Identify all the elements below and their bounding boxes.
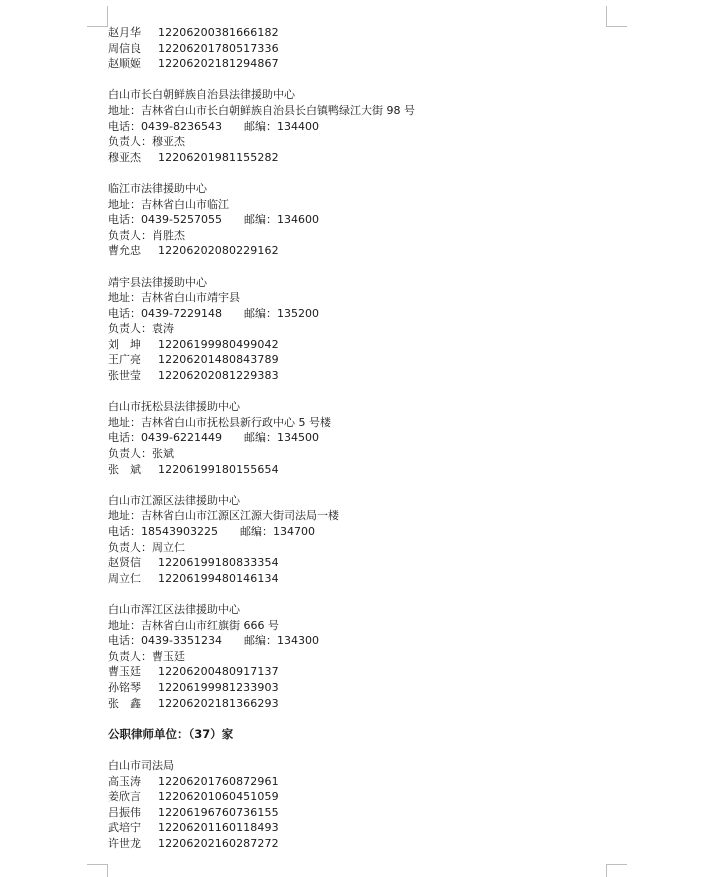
- center-head: 负责人：张斌: [108, 447, 174, 461]
- person-license: 12206201060451059: [158, 790, 279, 804]
- unit-block: [108, 758, 598, 852]
- person-license: 12206202160287272: [158, 836, 279, 850]
- person-name: 穆亚杰: [108, 150, 141, 164]
- person-name: 刘 坤: [108, 337, 141, 351]
- center-postcode: 邮编：134700: [239, 525, 315, 538]
- center-postcode: 邮编：134500: [243, 431, 319, 445]
- center-phone: 电话：0439-5257055: [108, 213, 222, 227]
- person-license: 12206196760736155: [158, 805, 279, 819]
- person-license: 12206201981155282: [158, 150, 279, 164]
- person-license: 12206199180833354: [158, 556, 279, 570]
- list-item: [108, 696, 598, 712]
- center-address: 地址：吉林省白山市靖宇县: [108, 291, 240, 305]
- list-item: [108, 836, 598, 852]
- center-postcode: 邮编：135200: [243, 306, 319, 320]
- person-name: 张世莹: [108, 369, 141, 383]
- person-license: 12206200480917137: [158, 665, 279, 679]
- person-license: 12206200381666182: [158, 26, 279, 39]
- person-name: 吕振伟: [108, 805, 141, 819]
- list-item: [108, 150, 598, 166]
- person-name: 高玉涛: [108, 774, 141, 788]
- center-phone: 电话：18543903225: [108, 525, 218, 538]
- person-name: 姜欣言: [108, 790, 141, 804]
- center-name: 白山市浑江区法律援助中心: [108, 602, 240, 616]
- person-license: 12206201760872961: [158, 774, 279, 788]
- unit-name: 白山市司法局: [108, 758, 174, 772]
- person-license: 12206199980499042: [158, 337, 279, 351]
- center-name: 临江市法律援助中心: [108, 181, 207, 195]
- center-address: 地址：吉林省白山市长白朝鲜族自治县长白镇鸭绿江大街 98 号: [108, 103, 415, 117]
- crop-mark-top-left: [87, 6, 108, 27]
- person-license: 12206199981233903: [158, 680, 279, 694]
- list-item: [108, 337, 598, 353]
- center-contact: [108, 306, 598, 322]
- center-contact: [108, 633, 598, 649]
- list-item: [108, 774, 598, 790]
- center-postcode: 邮编：134600: [243, 213, 319, 227]
- crop-mark-bottom-right: [606, 864, 627, 877]
- list-item: [108, 352, 598, 368]
- section-heading: 公职律师单位：（37）家: [108, 726, 234, 741]
- person-license: 12206202181366293: [158, 696, 279, 710]
- crop-mark-top-right: [606, 6, 627, 27]
- center-phone: 电话：0439-3351234: [108, 634, 222, 648]
- list-item: [108, 820, 598, 836]
- person-license: 12206199480146134: [158, 571, 279, 585]
- person-name: 周信良: [108, 41, 141, 55]
- center-block: [108, 602, 598, 711]
- center-block: [108, 87, 598, 165]
- person-name: 许世龙: [108, 836, 141, 850]
- list-item: [108, 368, 598, 384]
- center-phone: 电话：0439-8236543: [108, 119, 222, 133]
- center-head: 负责人：曹玉廷: [108, 649, 185, 663]
- lead-people-list: [108, 25, 598, 72]
- center-block: [108, 275, 598, 384]
- center-name: 白山市抚松县法律援助中心: [108, 400, 240, 414]
- center-name: 靖宇县法律援助中心: [108, 275, 207, 289]
- center-phone: 电话：0439-6221449: [108, 431, 222, 445]
- center-postcode: 邮编：134400: [243, 119, 319, 133]
- person-name: 赵贤信: [108, 556, 141, 570]
- person-name: 武培宁: [108, 821, 141, 835]
- center-head: 负责人：袁涛: [108, 322, 174, 336]
- center-contact: [108, 430, 598, 446]
- center-head: 负责人：肖胜杰: [108, 228, 185, 242]
- center-address: 地址：吉林省白山市江源区江源大街司法局一楼: [108, 509, 339, 523]
- list-item: [108, 41, 598, 57]
- center-postcode: 邮编：134300: [243, 634, 319, 648]
- person-name: 曹玉廷: [108, 665, 141, 679]
- center-name: 白山市江源区法律援助中心: [108, 493, 240, 507]
- person-license: 12206201780517336: [158, 41, 279, 55]
- person-name: 王广亮: [108, 353, 141, 367]
- person-license: 12206199180155654: [158, 462, 279, 476]
- center-address: 地址：吉林省白山市抚松县新行政中心 5 号楼: [108, 415, 331, 429]
- list-item: [108, 56, 598, 72]
- list-item: [108, 462, 598, 478]
- center-contact: [108, 524, 598, 540]
- center-address: 地址：吉林省白山市红旗街 666 号: [108, 618, 279, 632]
- center-contact: [108, 119, 598, 135]
- document-body: [108, 25, 598, 851]
- center-block: [108, 399, 598, 477]
- list-item: [108, 571, 598, 587]
- list-item: [108, 243, 598, 259]
- person-license: 12206202081229383: [158, 369, 279, 383]
- center-phone: 电话：0439-7229148: [108, 306, 222, 320]
- person-name: 孙铭琴: [108, 680, 141, 694]
- center-contact: [108, 212, 598, 228]
- person-license: 12206202181294867: [158, 57, 279, 71]
- person-name: 赵月华: [108, 26, 141, 39]
- list-item: [108, 805, 598, 821]
- person-license: 12206201160118493: [158, 821, 279, 835]
- person-name: 张 斌: [108, 462, 141, 476]
- center-head: 负责人：周立仁: [108, 540, 185, 554]
- list-item: [108, 680, 598, 696]
- person-name: 张 鑫: [108, 696, 141, 710]
- list-item: [108, 664, 598, 680]
- list-item: [108, 25, 598, 41]
- center-block: [108, 493, 598, 587]
- list-item: [108, 555, 598, 571]
- center-block: [108, 181, 598, 259]
- center-head: 负责人：穆亚杰: [108, 135, 185, 149]
- crop-mark-bottom-left: [87, 864, 108, 877]
- center-name: 白山市长白朝鲜族自治县法律援助中心: [108, 88, 295, 102]
- person-license: 12206201480843789: [158, 353, 279, 367]
- person-license: 12206202080229162: [158, 244, 279, 258]
- person-name: 赵顺姬: [108, 57, 141, 71]
- center-address: 地址：吉林省白山市临江: [108, 197, 229, 211]
- list-item: [108, 789, 598, 805]
- person-name: 曹允忠: [108, 244, 141, 258]
- person-name: 周立仁: [108, 571, 141, 585]
